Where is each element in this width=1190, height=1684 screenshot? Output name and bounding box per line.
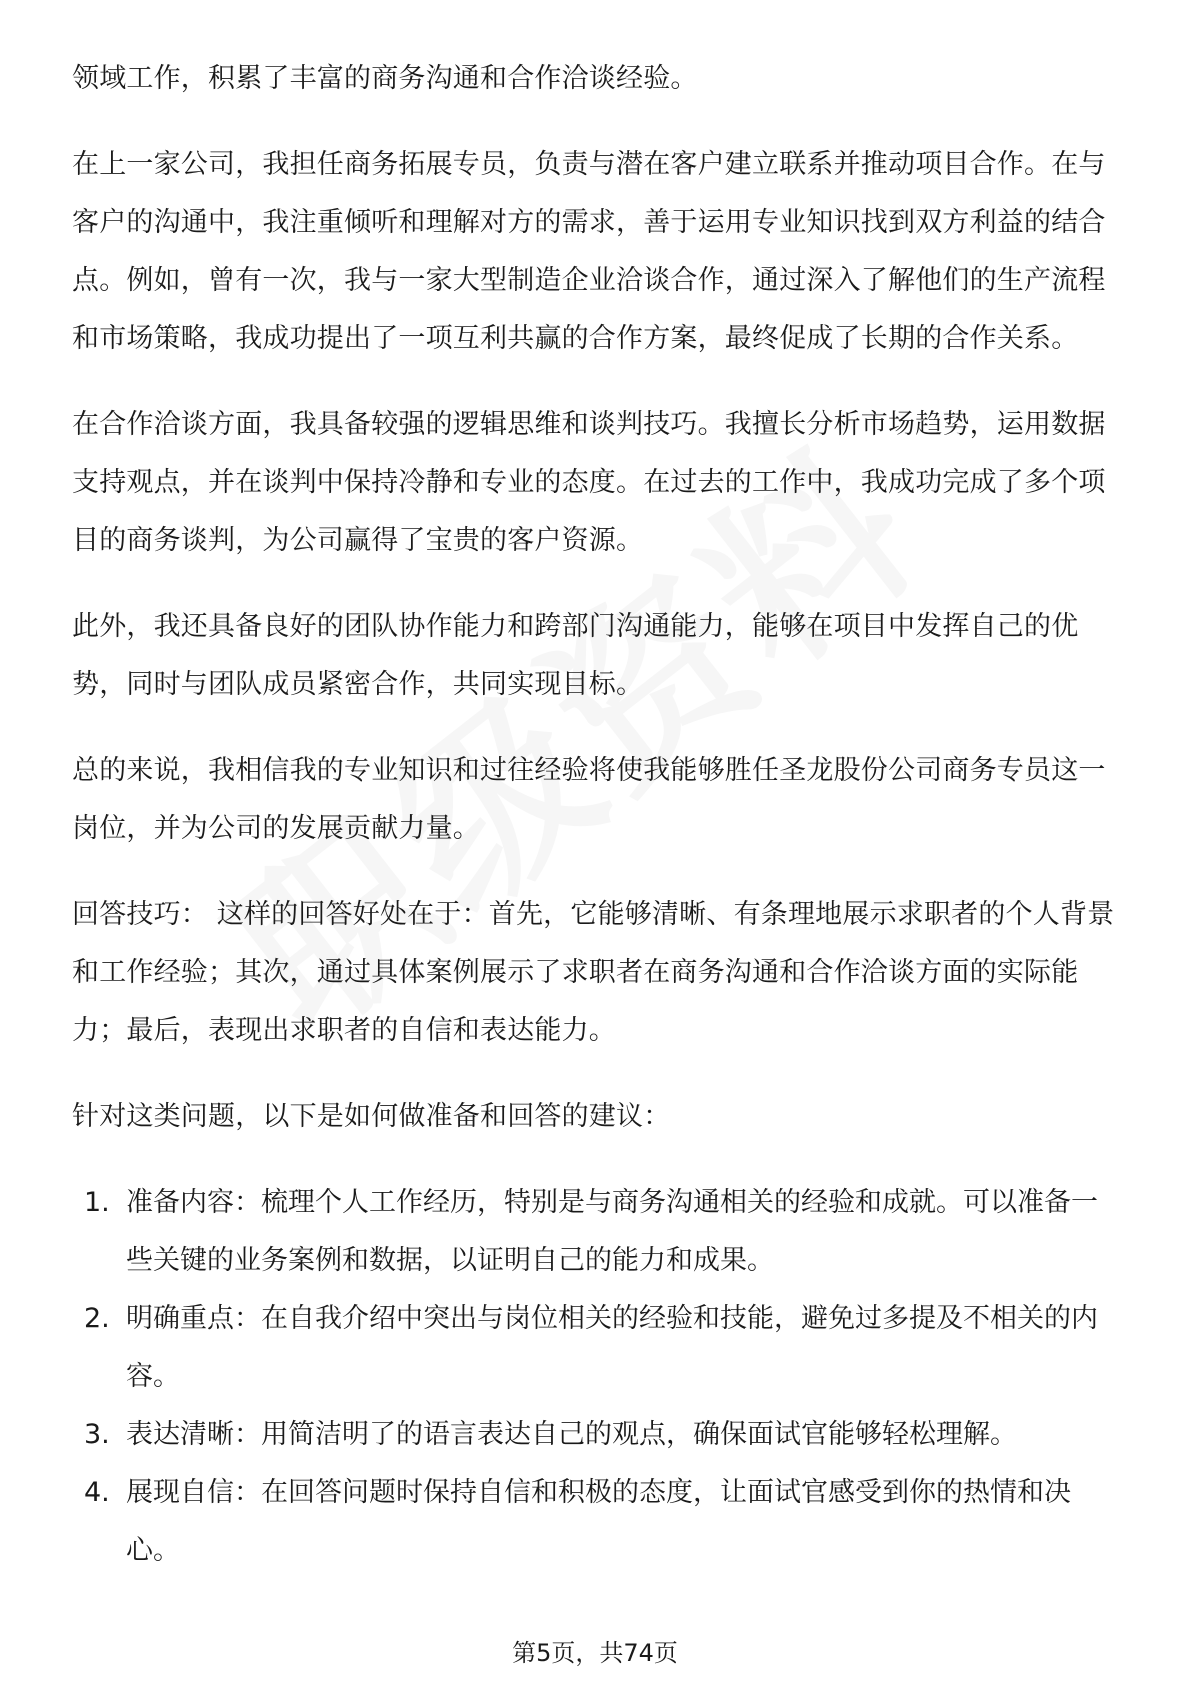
list-item-text: 准备内容：梳理个人工作经历，特别是与商务沟通相关的经验和成就。可以准备一些关键的业务案例和数据，以证明自己的能力和成果。 <box>126 1187 1098 1276</box>
list-item-number: 4. <box>84 1477 110 1508</box>
list-item-text: 展现自信：在回答问题时保持自信和积极的态度，让面试官感受到你的热情和决心。 <box>126 1477 1071 1566</box>
paragraph-answer-tips: 回答技巧： 这样的回答好处在于：首先，它能够清晰、有条理地展示求职者的个人背景和工作经验；其次，通过具体案例展示了求职者在商务沟通和合作洽谈方面的实际能力；最后，表现出求职者的自信和表达能力。 <box>72 899 1115 1046</box>
paragraph-suggestions-intro: 针对这类问题，以下是如何做准备和回答的建议： <box>72 1101 671 1132</box>
paragraph-conclusion: 总的来说，我相信我的专业知识和过往经验将使我能够胜任圣龙股份公司商务专员这一岗位，并为公司的发展贡献力量。 <box>72 755 1106 844</box>
page-content <box>72 50 1122 1580</box>
paragraph-previous-company: 在上一家公司，我担任商务拓展专员，负责与潜在客户建立联系并推动项目合作。在与客户的沟通中，我注重倾听和理解对方的需求，善于运用专业知识找到双方利益的结合点。例如，曾有一次，我与一家大型制造企业洽谈合作，通过深入了解他们的生产流程和市场策略，我成功提出了一项互利共赢的合作方案，最终促成了长期的合作关系。 <box>72 149 1106 354</box>
paragraph-negotiation: 在合作洽谈方面，我具备较强的逻辑思维和谈判技巧。我擅长分析市场趋势，运用数据支持观点，并在谈判中保持冷静和专业的态度。在过去的工作中，我成功完成了多个项目的商务谈判，为公司赢得了宝贵的客户资源。 <box>72 409 1106 556</box>
page-number-footer: 第5页，共74页 <box>512 1639 678 1667</box>
list-item-text: 明确重点：在自我介绍中突出与岗位相关的经验和技能，避免过多提及不相关的内容。 <box>126 1303 1098 1392</box>
paragraph-teamwork: 此外，我还具备良好的团队协作能力和跨部门沟通能力，能够在项目中发挥自己的优势，同时与团队成员紧密合作，共同实现目标。 <box>72 611 1079 700</box>
list-item-number: 2. <box>84 1303 110 1334</box>
list-item <box>72 1290 1122 1406</box>
list-item <box>72 1464 1122 1580</box>
list-item-text: 表达清晰：用简洁明了的语言表达自己的观点，确保面试官能够轻松理解。 <box>126 1419 1017 1450</box>
suggestion-list <box>72 1174 1122 1580</box>
list-item <box>72 1406 1122 1464</box>
list-item <box>72 1174 1122 1290</box>
paragraph-intro-continued: 领域工作，积累了丰富的商务沟通和合作洽谈经验。 <box>72 63 698 94</box>
list-item-number: 1. <box>84 1187 110 1218</box>
list-item-number: 3. <box>84 1419 110 1450</box>
